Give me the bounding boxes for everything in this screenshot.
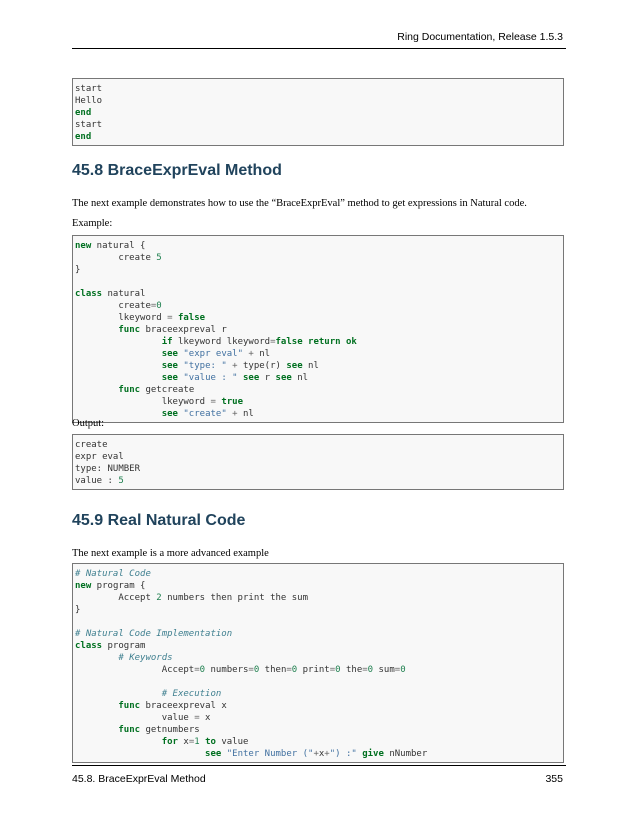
code-line (75, 616, 563, 628)
code-token: "value : " (183, 373, 238, 383)
code-token: = (150, 301, 157, 311)
code-token: expr eval (75, 452, 124, 462)
code-token: # Execution (161, 689, 222, 699)
footer-page-number: 355 (545, 773, 563, 785)
code-token: r (259, 373, 276, 383)
code-line (75, 119, 563, 131)
code-line (75, 360, 563, 372)
code-token (75, 701, 118, 711)
code-token (75, 373, 162, 383)
code-token: class (75, 289, 103, 299)
code-token: create (75, 253, 157, 263)
code-token: return (308, 337, 341, 347)
code-token: "Enter Number (" (226, 749, 314, 759)
section-heading-real-natural-code: 45.9 Real Natural Code (72, 512, 246, 529)
code-line (75, 276, 563, 288)
code-line (75, 300, 563, 312)
code-line (75, 640, 563, 652)
code-token: the (340, 665, 363, 675)
footer-rule (72, 765, 566, 766)
code-token: getnumbers (140, 725, 200, 735)
code-token: = (270, 337, 276, 347)
code-token: + (313, 749, 319, 759)
code-line (75, 604, 563, 616)
code-line (75, 652, 563, 664)
code-token: natural (102, 289, 146, 299)
code-token: start (75, 120, 103, 130)
code-token: see (205, 749, 222, 759)
code-token: program (102, 641, 146, 651)
code-token: type(r) (237, 361, 287, 371)
code-token: 0 (291, 665, 298, 675)
code-line (75, 336, 563, 348)
code-token: = (248, 665, 254, 675)
code-token: func (118, 325, 141, 335)
page-header-title: Ring Documentation, Release 1.5.3 (397, 31, 563, 43)
code-token (75, 349, 162, 359)
code-line (75, 372, 563, 384)
code-token: x (318, 749, 325, 759)
code-token: "create" (183, 409, 227, 419)
code-token: end (75, 132, 92, 142)
code-token: 5 (156, 253, 162, 263)
code-token (75, 361, 162, 371)
code-token: Hello (75, 96, 103, 106)
code-token: 1 (194, 737, 200, 747)
code-block-output (72, 434, 564, 490)
code-token: give (362, 749, 384, 759)
code-line (75, 408, 563, 420)
code-token: = (194, 665, 200, 675)
code-token: getcreate (140, 385, 195, 395)
code-token: see (275, 373, 292, 383)
code-line (75, 700, 563, 712)
code-block-real-natural (72, 563, 564, 763)
code-token: lkeyword (75, 313, 168, 323)
code-line (75, 131, 563, 143)
code-token: false (177, 313, 206, 323)
code-token: value (215, 737, 249, 747)
section-intro-2: The next example is a more advanced example (72, 548, 269, 559)
code-token: nl (237, 409, 254, 419)
code-token: + (248, 349, 254, 359)
code-token: 0 (156, 301, 162, 311)
code-token: see (161, 361, 178, 371)
code-token: lkeyword lkeyword (172, 337, 271, 347)
code-token: "type: " (183, 361, 227, 371)
code-token: } (75, 265, 81, 275)
code-token: 0 (253, 665, 260, 675)
code-token: 0 (400, 665, 406, 675)
code-line (75, 396, 563, 408)
code-token (75, 385, 118, 395)
code-token: end (75, 108, 92, 118)
code-line (75, 580, 563, 592)
code-line (75, 664, 563, 676)
code-token: 2 (156, 593, 162, 603)
code-token: start (75, 84, 103, 94)
code-token: Accept (75, 593, 157, 603)
code-line (75, 264, 563, 276)
code-token (75, 749, 205, 759)
code-line (75, 288, 563, 300)
code-token: 5 (118, 476, 124, 486)
code-line (75, 252, 563, 264)
code-token: 0 (367, 665, 374, 675)
code-line (75, 676, 563, 688)
code-token: false (275, 337, 303, 347)
code-token: braceexpreval r (140, 325, 227, 335)
code-token: see (161, 409, 178, 419)
code-token: 0 (199, 665, 206, 675)
code-token: true (221, 397, 243, 407)
code-line (75, 568, 563, 580)
code-token: nl (302, 361, 319, 371)
code-line (75, 748, 563, 760)
code-token: "expr eval" (183, 349, 243, 359)
code-token: class (75, 641, 103, 651)
code-line (75, 348, 563, 360)
code-token: see (286, 361, 303, 371)
code-line (75, 95, 563, 107)
code-token: see (243, 373, 260, 383)
code-token: see (161, 349, 178, 359)
code-token: } (75, 605, 81, 615)
code-token: = (362, 665, 368, 675)
code-line (75, 475, 563, 487)
code-token: x (199, 713, 211, 723)
code-token: ") :" (329, 749, 357, 759)
code-line (75, 688, 563, 700)
code-token: lkeyword (75, 397, 211, 407)
code-token (75, 737, 162, 747)
code-token: = (188, 737, 195, 747)
code-token: x (177, 737, 189, 747)
code-token (75, 653, 118, 663)
code-token: create (75, 440, 108, 450)
section-heading-brace-expr-eval: 45.8 BraceExprEval Method (72, 162, 282, 179)
code-token: to (205, 737, 216, 747)
code-line (75, 463, 563, 475)
code-line (75, 724, 563, 736)
code-line (75, 312, 563, 324)
code-line (75, 384, 563, 396)
code-token: = (210, 397, 216, 407)
code-token: ok (345, 337, 357, 347)
code-line (75, 736, 563, 748)
code-token: program { (91, 581, 146, 591)
code-token: if (161, 337, 173, 347)
code-token: Accept (75, 665, 195, 675)
code-token (75, 725, 118, 735)
code-line (75, 240, 563, 252)
code-token: braceexpreval x (140, 701, 227, 711)
code-line (75, 439, 563, 451)
code-token: = (286, 665, 292, 675)
code-token: # Natural Code Implementation (75, 629, 233, 639)
section-intro: The next example demonstrates how to use the “BraceExprEval” method to get expressions in Natural code. (72, 198, 527, 209)
code-token: = (167, 313, 173, 323)
code-token: value (75, 713, 195, 723)
code-token: func (118, 701, 141, 711)
code-token: nNumber (383, 749, 428, 759)
code-token: nl (291, 373, 309, 383)
code-line (75, 107, 563, 119)
code-token: + (324, 749, 330, 759)
code-token: for (161, 737, 178, 747)
header-rule (72, 48, 566, 49)
code-token: 0 (335, 665, 341, 675)
code-token: numbers (205, 665, 249, 675)
code-block-output-previous (72, 78, 564, 146)
code-token: = (194, 713, 200, 723)
code-token (75, 689, 162, 699)
code-token: + (232, 361, 238, 371)
code-token (75, 325, 118, 335)
footer-section-title: 45.8. BraceExprEval Method (72, 773, 206, 785)
code-token: func (118, 725, 141, 735)
code-line (75, 83, 563, 95)
code-token: new (75, 581, 92, 591)
code-token: = (394, 665, 401, 675)
example-label: Example: (72, 218, 113, 229)
code-line (75, 592, 563, 604)
code-token: value : (75, 476, 119, 486)
code-token: numbers then print the sum (161, 593, 309, 603)
code-token: + (232, 409, 238, 419)
code-token: create (75, 301, 151, 311)
code-block-example (72, 235, 564, 423)
code-line (75, 451, 563, 463)
code-token: new (75, 241, 92, 251)
code-token: type: NUMBER (75, 464, 141, 474)
code-line (75, 628, 563, 640)
code-line (75, 712, 563, 724)
code-token: print (297, 665, 330, 675)
code-token: sum (373, 665, 395, 675)
output-label: Output: (72, 418, 105, 429)
code-token: # Keywords (118, 653, 173, 663)
code-token: nl (253, 349, 271, 359)
code-token: then (259, 665, 287, 675)
code-line (75, 324, 563, 336)
code-token: see (161, 373, 178, 383)
code-token: natural { (91, 241, 146, 251)
code-token: func (118, 385, 141, 395)
code-token: = (329, 665, 336, 675)
code-token (75, 337, 162, 347)
code-token: # Natural Code (75, 569, 151, 579)
